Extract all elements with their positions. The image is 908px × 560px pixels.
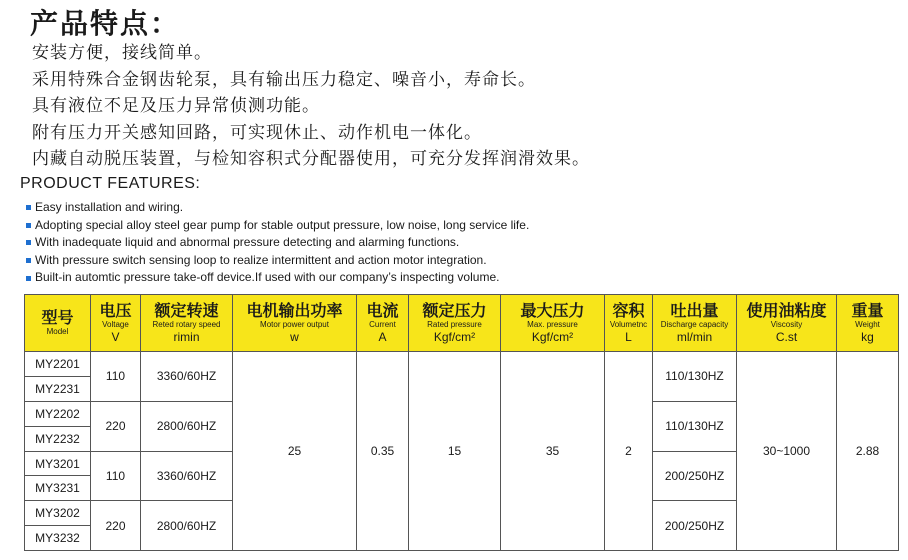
header-max-pressure: 最大压力 Max. pressure Kgf/cm²: [501, 295, 605, 352]
volume-cell: 2: [605, 352, 653, 551]
chinese-feature: 内藏自动脱压装置，与检知容积式分配器使用，可充分发挥润滑效果。: [32, 149, 590, 169]
model-cell: MY3202: [25, 501, 91, 526]
bullet-square-icon: [26, 223, 31, 228]
header-rated-pressure: 额定压力 Rated pressure Kgf/cm²: [409, 295, 501, 352]
bullet-square-icon: [26, 205, 31, 210]
english-feature: Built-in automtic pressure take-off device.If used with our company’s inspecting volume.: [26, 269, 529, 287]
voltage-cell: 220: [91, 401, 141, 451]
english-title: PRODUCT FEATURES:: [20, 175, 201, 192]
model-cell: MY3231: [25, 476, 91, 501]
model-cell: MY3232: [25, 526, 91, 551]
chinese-title: 产品特点：: [30, 7, 181, 40]
header-power: 电机输出功率 Motor power output w: [233, 295, 357, 352]
model-cell: MY2201: [25, 352, 91, 377]
english-feature: With inadequate liquid and abnormal pressure detecting and alarming functions.: [26, 234, 529, 252]
discharge-cell: 110/130HZ: [653, 352, 737, 402]
header-current: 电流 Current A: [357, 295, 409, 352]
header-speed: 额定转速 Reted rotary speed rimin: [141, 295, 233, 352]
chinese-feature: 具有液位不足及压力异常侦测功能。: [32, 96, 320, 116]
table-row: [25, 352, 899, 377]
header-discharge: 吐出量 Discharge capacity ml/min: [653, 295, 737, 352]
speed-cell: 2800/60HZ: [141, 501, 233, 551]
discharge-cell: 200/250HZ: [653, 501, 737, 551]
power-cell: 25: [233, 352, 357, 551]
current-cell: 0.35: [357, 352, 409, 551]
discharge-cell: 200/250HZ: [653, 451, 737, 501]
speed-cell: 3360/60HZ: [141, 451, 233, 501]
header-viscosity: 使用油粘度 Viscosity C.st: [737, 295, 837, 352]
max-pressure-cell: 35: [501, 352, 605, 551]
english-feature-list: [26, 199, 529, 287]
specification-table: [24, 294, 899, 551]
bullet-square-icon: [26, 258, 31, 263]
voltage-cell: 110: [91, 352, 141, 402]
english-feature: Easy installation and wiring.: [26, 199, 529, 217]
model-cell: MY2232: [25, 426, 91, 451]
english-feature: Adopting special alloy steel gear pump for stable output pressure, low noise, long service life.: [26, 217, 529, 235]
bullet-square-icon: [26, 240, 31, 245]
model-cell: MY2231: [25, 376, 91, 401]
rated-pressure-cell: 15: [409, 352, 501, 551]
chinese-feature: 安装方便，接线简单。: [32, 43, 212, 63]
chinese-feature: 附有压力开关感知回路，可实现休止、动作机电一体化。: [32, 122, 482, 143]
weight-cell: 2.88: [837, 352, 899, 551]
model-cell: MY3201: [25, 451, 91, 476]
english-feature: With pressure switch sensing loop to realize intermittent and action motor integration.: [26, 252, 529, 270]
voltage-cell: 110: [91, 451, 141, 501]
header-model: 型号 Model: [25, 295, 91, 352]
speed-cell: 3360/60HZ: [141, 352, 233, 402]
speed-cell: 2800/60HZ: [141, 401, 233, 451]
table-header-row: [25, 295, 899, 352]
header-volume: 容积 Volumetnc L: [605, 295, 653, 352]
chinese-feature: 采用特殊合金钢齿轮泵，具有输出压力稳定、噪音小，寿命长。: [32, 69, 536, 90]
model-cell: MY2202: [25, 401, 91, 426]
viscosity-cell: 30~1000: [737, 352, 837, 551]
discharge-cell: 110/130HZ: [653, 401, 737, 451]
chinese-feature-list: [32, 40, 590, 173]
voltage-cell: 220: [91, 501, 141, 551]
header-voltage: 电压 Voltage V: [91, 295, 141, 352]
header-weight: 重量 Weight kg: [837, 295, 899, 352]
bullet-square-icon: [26, 276, 31, 281]
